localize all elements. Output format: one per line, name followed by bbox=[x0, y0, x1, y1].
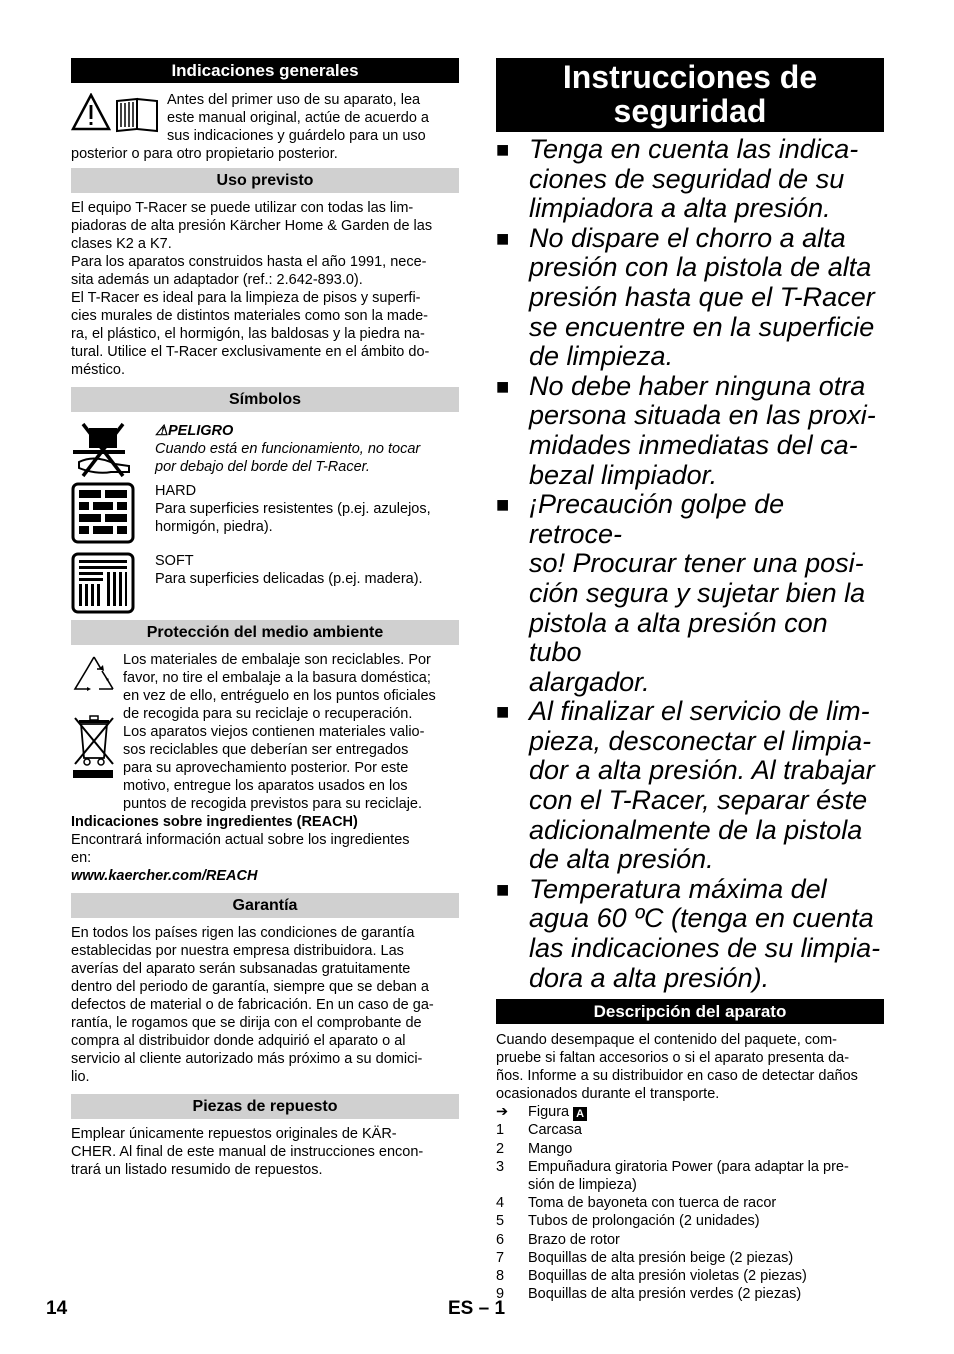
soft-line: Para superficies delicadas (p.ej. madera). bbox=[155, 571, 423, 587]
safety-bullet-list bbox=[496, 135, 884, 993]
parts-list-item bbox=[496, 1231, 884, 1249]
parts-line: Emplear únicamente repuestos originales de KÄR- bbox=[71, 1126, 397, 1142]
environment-line: de recogida para su reciclaje o recuperación. bbox=[123, 706, 413, 722]
item-text: Boquillas de alta presión beige (2 piezas) bbox=[528, 1249, 794, 1266]
safety-title bbox=[496, 58, 884, 132]
parts-list-item bbox=[496, 1194, 884, 1212]
hard-surface-icon bbox=[71, 482, 135, 544]
safety-bullet bbox=[496, 697, 884, 875]
soft-label: SOFT bbox=[155, 553, 194, 569]
danger-line: por debajo del borde del T-Racer. bbox=[155, 459, 370, 475]
reach-url: www.kaercher.com/REACH bbox=[71, 868, 258, 884]
safety-bullet-line: pieza, desconectar el limpia- bbox=[529, 725, 872, 756]
figure-label: Figura bbox=[528, 1104, 570, 1121]
reach-line: Encontrará información actual sobre los ingredientes bbox=[71, 832, 410, 848]
environment-line: favor, no tire el embalaje a la basura doméstica; bbox=[123, 670, 431, 686]
section-heading-warranty: Garantía bbox=[71, 893, 459, 918]
item-text: Boquillas de alta presión verdes (2 piezas) bbox=[528, 1286, 802, 1303]
warning-manual-icon bbox=[71, 93, 161, 133]
warranty-line: averías del aparato serán subsanadas gratuitamente bbox=[71, 961, 411, 977]
warranty-line: En todos los países rigen las condiciones de garantía bbox=[71, 925, 415, 941]
soft-symbol-row bbox=[71, 552, 459, 614]
footer-lang-page bbox=[448, 1298, 505, 1320]
section-heading-symbols: Símbolos bbox=[71, 387, 459, 412]
figure-letter-box: A bbox=[573, 1107, 587, 1121]
warranty-line: servicio al cliente autorizado más próximo a su domici- bbox=[71, 1051, 423, 1067]
page-number: 14 bbox=[46, 1298, 68, 1319]
environment-line: Los materiales de embalaje son reciclables. Por bbox=[123, 652, 431, 668]
safety-bullet-line: alargador. bbox=[529, 666, 650, 697]
safety-bullet-line: de limpieza. bbox=[529, 341, 674, 372]
description-line: pruebe si faltan accesorios o si el aparato presenta da- bbox=[496, 1050, 850, 1067]
hard-line: Para superficies resistentes (p.ej. azulejos, bbox=[155, 501, 431, 517]
soft-surface-icon bbox=[71, 552, 135, 614]
safety-bullet-line: las indicaciones de su limpia- bbox=[529, 933, 881, 964]
environment-line: Los aparatos viejos contienen materiales valio- bbox=[123, 724, 425, 740]
right-column bbox=[496, 58, 884, 1303]
item-text: Empuñadura giratoria Power (para adaptar la pre- bbox=[528, 1158, 849, 1175]
safety-bullet-line: ciones de seguridad de su bbox=[529, 163, 845, 194]
use-line: tural. Utilice el T-Racer exclusivamente en el ámbito do- bbox=[71, 344, 430, 360]
safety-bullet bbox=[496, 372, 884, 490]
item-number: 3 bbox=[496, 1158, 505, 1175]
use-line: cies murales de distintos materiales como son la made- bbox=[71, 308, 429, 324]
reach-line: en: bbox=[71, 850, 92, 866]
parts-line: CHER. Al final de este manual de instrucciones encon- bbox=[71, 1144, 424, 1160]
use-line: sita además un adaptador (ref.: 2.642-893.0). bbox=[71, 272, 363, 288]
parts-list-item bbox=[496, 1212, 884, 1230]
safety-bullet-line: presión hasta que el T-Racer bbox=[529, 281, 875, 312]
arrow-icon: ➔ bbox=[496, 1104, 509, 1121]
item-number: 7 bbox=[496, 1249, 505, 1266]
environment-line: en vez de ello, entréguelo en los puntos oficiales bbox=[123, 688, 436, 704]
item-number: 2 bbox=[496, 1140, 505, 1157]
safety-bullet bbox=[496, 224, 884, 372]
safety-bullet-line: ción segura y sujetar bien la bbox=[529, 577, 866, 608]
section-heading-parts: Piezas de repuesto bbox=[71, 1094, 459, 1119]
section-heading-description: Descripción del aparato bbox=[496, 999, 884, 1024]
safety-bullet-line: agua 60 ºC (tenga en cuenta bbox=[529, 903, 874, 934]
safety-bullet-line: so! Procurar tener una posi- bbox=[529, 548, 864, 579]
bullet-square-icon: ■ bbox=[496, 876, 510, 902]
warranty-line: rantía, le rogamos que se dirija con el comprobante de bbox=[71, 1015, 422, 1031]
bullet-square-icon: ■ bbox=[496, 492, 510, 518]
environment-line: para su aprovechamiento posterior. Por este bbox=[123, 760, 409, 776]
parts-list-item bbox=[496, 1158, 884, 1194]
general-intro bbox=[71, 83, 459, 163]
safety-bullet-line: dor a alta presión. Al trabajar bbox=[529, 755, 875, 786]
section-heading-environment: Protección del medio ambiente bbox=[71, 620, 459, 645]
general-line: sus indicaciones y guárdelo para un uso bbox=[167, 128, 426, 144]
parts-list bbox=[496, 1121, 884, 1303]
section-heading-general: Indicaciones generales bbox=[71, 58, 459, 83]
hard-symbol-row bbox=[71, 482, 459, 544]
item-number: 4 bbox=[496, 1195, 505, 1212]
safety-bullet-line: con el T-Racer, separar éste bbox=[529, 785, 868, 816]
warranty-line: lio. bbox=[71, 1069, 90, 1085]
footer-lang-number: – 1 bbox=[478, 1298, 506, 1319]
safety-bullet-line: dora a alta presión). bbox=[529, 962, 770, 993]
description-line: ños. Informe a su distribuidor en caso de detectar daños bbox=[496, 1068, 858, 1085]
safety-bullet-line: adicionalmente de la pistola bbox=[529, 814, 863, 845]
use-line: El equipo T-Racer se puede utilizar con todas las lim- bbox=[71, 200, 414, 216]
bullet-square-icon: ■ bbox=[496, 137, 510, 162]
safety-bullet-line: No debe haber ninguna otra bbox=[529, 370, 866, 401]
crossed-bin-icon bbox=[71, 714, 117, 778]
item-text: Brazo de rotor bbox=[528, 1231, 620, 1248]
safety-bullet-line: Al finalizar el servicio de lim- bbox=[529, 696, 870, 727]
item-number: 5 bbox=[496, 1213, 505, 1230]
recycling-icon bbox=[71, 651, 117, 697]
item-number: 6 bbox=[496, 1231, 505, 1248]
item-text: sión de limpieza) bbox=[528, 1177, 637, 1194]
warranty-line: defectos de material o de fabricación. En un caso de ga- bbox=[71, 997, 434, 1013]
item-number: 9 bbox=[496, 1286, 505, 1303]
parts-list-item bbox=[496, 1140, 884, 1158]
safety-bullet-line: midades inmediatas del ca- bbox=[529, 429, 858, 460]
figure-reference bbox=[496, 1103, 884, 1121]
use-line: ra, el plástico, el hormigón, las baldosas y la piedra na- bbox=[71, 326, 425, 342]
general-line: este manual original, actúe de acuerdo a bbox=[167, 110, 429, 126]
parts-list-item bbox=[496, 1267, 884, 1285]
item-number: 8 bbox=[496, 1268, 505, 1285]
safety-bullet-line: No dispare el chorro a alta bbox=[529, 222, 846, 253]
safety-title-line: Instrucciones de bbox=[562, 59, 818, 95]
use-line: El T-Racer es ideal para la limpieza de pisos y superfi- bbox=[71, 290, 421, 306]
danger-label: PELIGRO bbox=[168, 423, 234, 439]
general-line: posterior o para otro propietario posterior. bbox=[71, 146, 338, 162]
description-text bbox=[496, 1031, 884, 1103]
warranty-text bbox=[71, 924, 459, 1086]
safety-bullet bbox=[496, 875, 884, 993]
use-text bbox=[71, 199, 459, 379]
safety-bullet-line: persona situada en las proxi- bbox=[529, 400, 876, 431]
item-text: Toma de bayoneta con tuerca de racor bbox=[528, 1195, 777, 1212]
item-text: Boquillas de alta presión violetas (2 piezas) bbox=[528, 1268, 807, 1285]
bullet-square-icon: ■ bbox=[496, 225, 510, 251]
use-line: Para los aparatos construidos hasta el año 1991, nece- bbox=[71, 254, 427, 270]
section-heading-use: Uso previsto bbox=[71, 168, 459, 193]
environment-line: sos reciclables que deberían ser entregados bbox=[123, 742, 409, 758]
hard-line: hormigón, piedra). bbox=[155, 519, 273, 535]
warranty-line: compra al distribuidor donde adquirió el aparato o al bbox=[71, 1033, 406, 1049]
hard-label: HARD bbox=[155, 483, 197, 499]
item-number: 1 bbox=[496, 1122, 505, 1139]
safety-bullet bbox=[496, 490, 884, 697]
bullet-square-icon: ■ bbox=[496, 699, 510, 725]
safety-bullet-line: presión con la pistola de alta bbox=[529, 252, 872, 283]
description-line: ocasionados durante el transporte. bbox=[496, 1086, 720, 1103]
safety-bullet-line: Temperatura máxima del bbox=[529, 873, 827, 904]
item-text: Carcasa bbox=[528, 1122, 582, 1139]
safety-bullet-line: pistola a alta presión con tubo bbox=[529, 607, 828, 668]
safety-bullet-line: se encuentre en la superficie bbox=[529, 311, 875, 342]
environment-line: puntos de recogida previstos para su reciclaje. bbox=[123, 796, 423, 812]
general-line: Antes del primer uso de su aparato, lea bbox=[167, 92, 421, 108]
item-text: Tubos de prolongación (2 unidades) bbox=[528, 1213, 760, 1230]
safety-bullet-line: limpiadora a alta presión. bbox=[529, 193, 831, 224]
use-line: méstico. bbox=[71, 362, 125, 378]
safety-bullet-line: ¡Precaución golpe de retroce- bbox=[529, 489, 785, 549]
environment-line: motivo, entregue los aparatos usados en los bbox=[123, 778, 408, 794]
danger-symbol-row bbox=[71, 422, 459, 478]
safety-bullet-line: Tenga en cuenta las indica- bbox=[529, 134, 859, 164]
footer-lang: ES bbox=[448, 1298, 474, 1319]
safety-bullet-line: bezal limpiador. bbox=[529, 459, 718, 490]
reach-title: Indicaciones sobre ingredientes (REACH) bbox=[71, 814, 358, 830]
safety-title-line: seguridad bbox=[613, 93, 767, 129]
parts-line: trará un listado resumido de repuestos. bbox=[71, 1162, 323, 1178]
warning-triangle-icon: ⚠ bbox=[155, 423, 168, 439]
warranty-line: establecidas por nuestra empresa distribuidora. Las bbox=[71, 943, 404, 959]
description-line: Cuando desempaque el contenido del paquete, com- bbox=[496, 1032, 837, 1049]
parts-list-item bbox=[496, 1249, 884, 1267]
warranty-line: dentro del periodo de garantía, siempre que se deban a bbox=[71, 979, 429, 995]
item-text: Mango bbox=[528, 1140, 573, 1157]
environment-icons bbox=[71, 651, 119, 813]
danger-label-row bbox=[155, 422, 420, 440]
hand-danger-icon bbox=[71, 422, 135, 478]
parts-text bbox=[71, 1125, 459, 1179]
left-column bbox=[71, 58, 459, 1179]
danger-line: Cuando está en funcionamiento, no tocar bbox=[155, 441, 421, 457]
safety-bullet bbox=[496, 135, 884, 224]
parts-list-item bbox=[496, 1285, 884, 1303]
use-line: clases K2 a K7. bbox=[71, 236, 172, 252]
parts-list-item bbox=[496, 1121, 884, 1139]
environment-row bbox=[71, 651, 459, 813]
safety-bullet-line: de alta presión. bbox=[529, 844, 714, 875]
use-line: piadoras de alta presión Kärcher Home & Garden de las bbox=[71, 218, 433, 234]
bullet-square-icon: ■ bbox=[496, 373, 510, 399]
